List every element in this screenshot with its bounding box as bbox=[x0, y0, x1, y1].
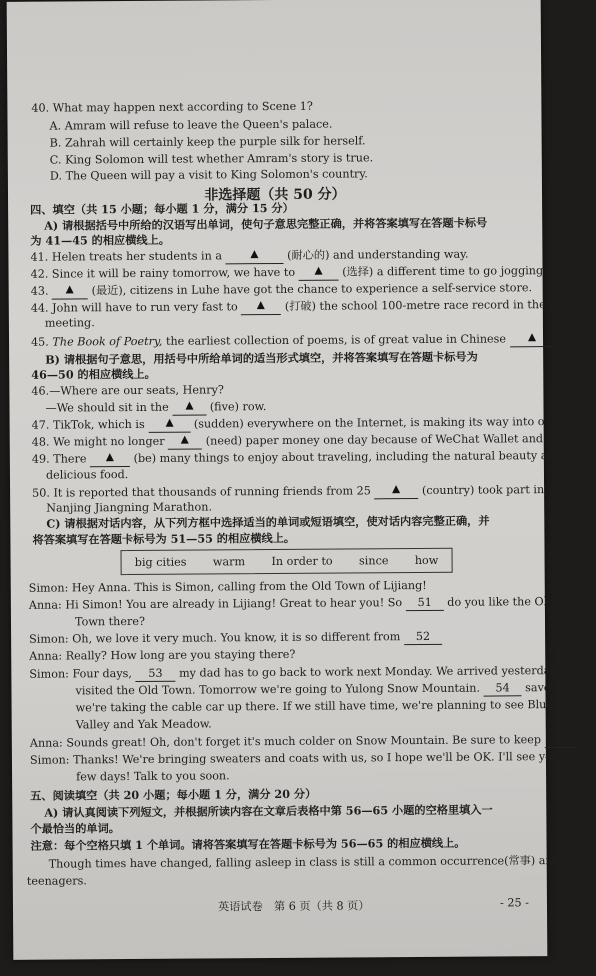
answer-blank-43[interactable] bbox=[52, 284, 88, 299]
dialog-line: we're taking the cable car up there. If we still have time, we're planning to see Blue Moon bbox=[75, 697, 589, 715]
answer-blank-47[interactable] bbox=[148, 418, 190, 433]
section4c-instruction-2: 将答案填写在答题卡标号为 51—55 的相应横线上。 bbox=[32, 530, 296, 547]
q40-stem: 40. What may happen next according to Scene 1? bbox=[31, 99, 313, 115]
dialog-line: Simon: Hey Anna. This is Simon, calling from the Old Town of Lijiang! bbox=[28, 578, 427, 595]
answer-blank-45[interactable] bbox=[510, 332, 554, 347]
q46-question: 46.—Where are our seats, Henry? bbox=[31, 383, 224, 398]
answer-blank-51[interactable]: 51 bbox=[406, 596, 444, 611]
q42: 42. Since it will be rainy tomorrow, we have to (选择) a different time to go jogging. bbox=[30, 264, 547, 281]
word-option: big cities bbox=[134, 555, 187, 569]
word-option: In order to bbox=[271, 554, 333, 569]
section4-title: 四、填空（共 15 小题；每小题 1 分，满分 15 分） bbox=[30, 200, 294, 217]
q43: 43. (最近), citizens in Luhe have got the chance to experience a self-service store. bbox=[30, 281, 533, 298]
q50-continued: Nanjing Jiangning Marathon. bbox=[46, 500, 213, 515]
section5a-instruction-1: A) 请认真阅读下列短文，并根据所读内容在文章后表格中第 56—65 小题的空格里填入一 bbox=[44, 802, 493, 820]
q48: 48. We might no longer (need) paper money one day because of WeChat Wallet and Alipay. bbox=[31, 431, 585, 449]
q40-option-d: D. The Queen will pay a visit to King Solomon's country. bbox=[49, 167, 368, 183]
triangle-icon bbox=[251, 250, 259, 258]
triangle-icon bbox=[185, 402, 193, 410]
q49-continued: delicious food. bbox=[45, 468, 129, 482]
triangle-icon bbox=[165, 419, 173, 427]
answer-blank-50[interactable] bbox=[374, 484, 418, 499]
answer-blank-44[interactable] bbox=[241, 300, 281, 315]
passage-line: Though times have changed, falling asleep in class is still a common occurrence(常事) among bbox=[48, 853, 578, 871]
answer-blank-41[interactable] bbox=[226, 249, 284, 264]
triangle-icon bbox=[181, 436, 189, 444]
q49: 49. There (be) many things to enjoy about traveling, including the natural beauty and bbox=[31, 449, 562, 466]
q41: 41. Helen treats her students in a (耐心的) and understanding way. bbox=[30, 247, 469, 264]
triangle-icon bbox=[392, 485, 400, 493]
q50: 50. It is reported that thousands of running friends from 25 (country) took part in 2019 bbox=[32, 482, 577, 500]
section5a-instruction-2: 个最恰当的单词。 bbox=[30, 821, 120, 836]
section4a-instruction-2: 为 41—45 的相应横线上。 bbox=[30, 232, 171, 248]
section4a-instruction-1: A) 请根据括号中所给的汉语写出单词，使句子意思完整正确，并将答案填写在答题卡标号 bbox=[44, 215, 488, 233]
q45: 45. The Book of Poetry, the earliest collection of poems, is of great value in Chinese (历史). bbox=[30, 331, 592, 349]
word-option: how bbox=[414, 553, 439, 568]
dialog-line: Valley and Yak Meadow. bbox=[75, 717, 212, 732]
dialog-line: few days! Talk to you soon. bbox=[76, 769, 230, 784]
answer-blank-55[interactable]: 55 bbox=[545, 733, 579, 748]
page-footer: 英语试卷 第 6 页（共 8 页） bbox=[217, 899, 370, 914]
section4b-instruction-1: B) 请根据句子意思，用括号中所给单词的适当形式填空，并将答案填写在答题卡标号为 bbox=[45, 349, 478, 367]
q44-continued: meeting. bbox=[44, 316, 95, 330]
passage-line: teenagers. bbox=[26, 874, 87, 888]
exam-page bbox=[7, 0, 592, 960]
answer-blank-49[interactable] bbox=[90, 452, 130, 467]
answer-blank-52[interactable]: 52 bbox=[404, 630, 442, 645]
part2-title: 非选择题（共 50 分） bbox=[204, 186, 346, 204]
answer-blank-46[interactable] bbox=[172, 400, 206, 415]
answer-blank-42[interactable] bbox=[299, 266, 339, 281]
triangle-icon bbox=[66, 285, 74, 293]
section4c-instruction-1: C) 请根据对话内容，从下列方框中选择适当的单词或短语填空，使对话内容完整正确，并 bbox=[46, 513, 490, 531]
q47: 47. TikTok, which is (sudden) everywhere on the Internet, is making its way into our lives. bbox=[31, 414, 591, 432]
triangle-icon bbox=[106, 453, 114, 461]
page-number: - 25 - bbox=[499, 896, 529, 910]
answer-blank-54[interactable]: 54 bbox=[484, 681, 522, 696]
dialog-line: Simon: Oh, we love it very much. You know, it is so different from 52 bbox=[29, 630, 442, 648]
q46-answer-line: —We should sit in the (five) row. bbox=[45, 400, 267, 415]
word-option: since bbox=[358, 554, 389, 568]
answer-blank-53[interactable]: 53 bbox=[135, 667, 175, 682]
triangle-icon bbox=[315, 267, 323, 275]
dialog-line: Town there? bbox=[74, 614, 146, 629]
section5-title: 五、阅读填空（共 20 小题；每小题 1 分，满分 20 分） bbox=[30, 786, 317, 803]
word-option: warm bbox=[212, 555, 246, 569]
dialog-line: Anna: Hi Simon! You are already in Lijiang! Great to hear you! So 51 do you like the Old bbox=[28, 595, 555, 612]
section5a-note: 注意：每个空格只填 1 个单词。请将答案填写在答题卡标号为 56—65 的相应横线上。 bbox=[30, 835, 466, 853]
triangle-icon bbox=[257, 301, 265, 309]
answer-blank-48[interactable] bbox=[168, 435, 202, 450]
dialog-line: Simon: Four days, 53 my dad has to go back to work next Monday. We arrived yesterday and bbox=[29, 663, 582, 681]
section4b-instruction-2: 46—50 的相应横线上。 bbox=[31, 366, 156, 382]
dialog-line: Anna: Really? How long are you staying there? bbox=[29, 647, 296, 663]
dialog-line: Simon: Thanks! We're bringing sweaters and coats with us, so I hope we'll be OK. I'll see you in a bbox=[29, 749, 584, 767]
triangle-icon bbox=[528, 333, 536, 341]
q40-option-b: B. Zahrah will certainly keep the purple silk for herself. bbox=[49, 134, 366, 150]
q44: 44. John will have to run very fast to (打破) the school 100-metre race record in the sports bbox=[30, 297, 585, 315]
dialog-line: Anna: Sounds great! Oh, don't forget it's much colder on Snow Mountain. Be sure to keep 55 ! bbox=[29, 732, 587, 750]
dialog-line: visited the Old Town. Tomorrow we're going to Yulong Snow Mountain. 54 save time, bbox=[75, 680, 583, 698]
word-box bbox=[120, 548, 452, 575]
q40-option-a: A. Amram will refuse to leave the Queen's palace. bbox=[49, 117, 333, 133]
q40-option-c: C. King Solomon will test whether Amram's story is true. bbox=[49, 151, 374, 167]
